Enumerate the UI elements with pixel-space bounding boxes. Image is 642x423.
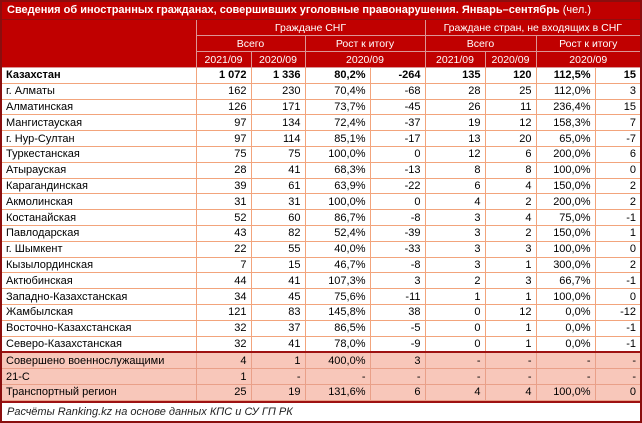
cis-2020-value: 41 [251,336,305,352]
cis-growth-abs-value: 38 [370,304,425,320]
noncis-2021-value: 4 [425,384,485,400]
page-title-text: Сведения об иностранных гражданах, совершивших уголовные правонарушения. Январь–сентябрь [7,4,560,16]
noncis-growth-percent-value: 65,0% [536,131,595,147]
cis-growth-abs-value: -11 [370,289,425,305]
cis-2020-value: 31 [251,194,305,210]
region-name: г. Алматы [2,83,196,99]
noncis-2021-value: 19 [425,115,485,131]
noncis-2020-value: 2 [485,225,536,241]
cis-growth-percent-value: 52,4% [305,225,370,241]
cis-growth-abs-value: -45 [370,99,425,115]
noncis-2021-value: 0 [425,336,485,352]
noncis-year-2020-header: 2020/09 [485,52,536,68]
table-row [2,99,640,115]
cis-growth-abs-value: 0 [370,194,425,210]
noncis-2021-value: 6 [425,178,485,194]
noncis-2020-value: - [485,352,536,368]
cis-growth-abs-value: -68 [370,83,425,99]
noncis-growth-percent-value: 0,0% [536,304,595,320]
noncis-2020-value: 20 [485,131,536,147]
noncis-growth-percent-value: 0,0% [536,320,595,336]
noncis-2020-value: 8 [485,162,536,178]
cis-2021-value: 44 [196,273,251,289]
cis-2021-value: 34 [196,289,251,305]
region-name: Северо-Казахстанская [2,336,196,352]
table-row [2,194,640,210]
noncis-2021-value: - [425,369,485,385]
noncis-growth-percent-value: 66,7% [536,273,595,289]
noncis-growth-percent-value: 158,3% [536,115,595,131]
noncis-2020-value: 3 [485,241,536,257]
cis-growth-percent-value: 131,6% [305,384,370,400]
table-row [2,83,640,99]
region-name: Кызылординская [2,257,196,273]
cis-growth-percent-value: 107,3% [305,273,370,289]
noncis-2021-value: 12 [425,146,485,162]
cis-2021-value: 31 [196,194,251,210]
noncis-growth-percent-value: - [536,369,595,385]
noncis-growth-percent-value: 236,4% [536,99,595,115]
statistics-table [2,20,640,401]
cis-total-header: Всего [196,36,305,52]
cis-2020-value: 55 [251,241,305,257]
cis-growth-percent-value: 80,2% [305,68,370,84]
noncis-growth-percent-value: 112,5% [536,68,595,84]
cis-growth-abs-value: -33 [370,241,425,257]
cis-2020-value: 114 [251,131,305,147]
noncis-2021-value: 28 [425,83,485,99]
cis-2020-value: 134 [251,115,305,131]
region-name: Совершено военнослужащими [2,352,196,368]
region-name: Актюбинская [2,273,196,289]
cis-growth-year-header: 2020/09 [305,52,425,68]
cis-growth-percent-value: 46,7% [305,257,370,273]
cis-growth-abs-value: -39 [370,225,425,241]
table-row [2,257,640,273]
cis-2021-value: 25 [196,384,251,400]
noncis-2020-value: 2 [485,194,536,210]
cis-growth-percent-value: 75,6% [305,289,370,305]
cis-2020-value: 19 [251,384,305,400]
region-name: Жамбылская [2,304,196,320]
noncis-2020-value: 1 [485,336,536,352]
cis-2021-value: 32 [196,336,251,352]
noncis-growth-abs-value: - [595,352,640,368]
region-name: Западно-Казахстанская [2,289,196,305]
noncis-growth-percent-value: 150,0% [536,225,595,241]
noncis-2021-value: 26 [425,99,485,115]
noncis-2020-value: 1 [485,257,536,273]
cis-growth-percent-value: 78,0% [305,336,370,352]
cis-growth-abs-value: -9 [370,336,425,352]
noncis-growth-percent-value: 100,0% [536,162,595,178]
table-row [2,336,640,352]
noncis-2020-value: 120 [485,68,536,84]
table-header [2,20,640,68]
noncis-growth-abs-value: -1 [595,336,640,352]
cis-growth-percent-value: 72,4% [305,115,370,131]
cis-2020-value: - [251,369,305,385]
table-row [2,210,640,226]
cis-2020-value: 15 [251,257,305,273]
noncis-growth-percent-value: 200,0% [536,194,595,210]
table-row [2,146,640,162]
table-row [2,225,640,241]
source-note: Расчёты Ranking.kz на основе данных КПС и СУ ГП РК [2,401,640,421]
table-row [2,384,640,400]
noncis-2020-value: 12 [485,304,536,320]
noncis-growth-year-header: 2020/09 [536,52,640,68]
noncis-2020-value: 4 [485,210,536,226]
cis-growth-percent-value: 100,0% [305,146,370,162]
noncis-2021-value: 2 [425,273,485,289]
cis-growth-abs-value: -17 [370,131,425,147]
cis-2020-value: 41 [251,162,305,178]
noncis-growth-abs-value: 0 [595,384,640,400]
noncis-growth-percent-value: 112,0% [536,83,595,99]
region-name: Карагандинская [2,178,196,194]
cis-2021-value: 121 [196,304,251,320]
cis-growth-percent-value: 73,7% [305,99,370,115]
noncis-growth-abs-value: -1 [595,273,640,289]
noncis-growth-abs-value: 15 [595,68,640,84]
cis-growth-percent-value: 85,1% [305,131,370,147]
cis-2021-value: 22 [196,241,251,257]
table-row [2,320,640,336]
noncis-growth-abs-value: 0 [595,289,640,305]
table-row [2,68,640,84]
region-name: Павлодарская [2,225,196,241]
cis-2020-value: 230 [251,83,305,99]
table-row [2,289,640,305]
noncis-2020-value: 1 [485,289,536,305]
cis-growth-percent-value: 86,5% [305,320,370,336]
cis-2020-value: 1 [251,352,305,368]
cis-2020-value: 37 [251,320,305,336]
noncis-2020-value: 4 [485,178,536,194]
noncis-growth-abs-value: -1 [595,210,640,226]
cis-2020-value: 82 [251,225,305,241]
region-name: 21-С [2,369,196,385]
noncis-growth-abs-value: -1 [595,320,640,336]
noncis-2021-value: 1 [425,289,485,305]
region-name: Костанайская [2,210,196,226]
region-name: Транспортный регион [2,384,196,400]
cis-growth-percent-value: 400,0% [305,352,370,368]
cis-growth-abs-value: 0 [370,146,425,162]
noncis-growth-percent-value: 100,0% [536,384,595,400]
region-name: Казахстан [2,68,196,84]
noncis-2021-value: - [425,352,485,368]
noncis-2021-value: 3 [425,210,485,226]
noncis-2020-value: 3 [485,273,536,289]
table-row [2,241,640,257]
noncis-2020-value: 25 [485,83,536,99]
cis-2021-value: 97 [196,115,251,131]
noncis-growth-percent-value: 300,0% [536,257,595,273]
region-name: г. Нур-Султан [2,131,196,147]
table-row [2,273,640,289]
cis-growth-abs-value: -22 [370,178,425,194]
cis-growth-abs-value: 6 [370,384,425,400]
cis-growth-abs-value: -13 [370,162,425,178]
region-name: г. Шымкент [2,241,196,257]
noncis-2020-value: 12 [485,115,536,131]
region-name: Восточно-Казахстанская [2,320,196,336]
region-name: Алматинская [2,99,196,115]
noncis-growth-abs-value: -12 [595,304,640,320]
cis-2020-value: 41 [251,273,305,289]
cis-growth-abs-value: -8 [370,257,425,273]
noncis-growth-percent-value: 100,0% [536,241,595,257]
cis-2020-value: 83 [251,304,305,320]
cis-2021-value: 28 [196,162,251,178]
table-row [2,162,640,178]
cis-2021-value: 52 [196,210,251,226]
cis-growth-abs-value: -264 [370,68,425,84]
cis-2021-value: 4 [196,352,251,368]
noncis-2020-value: 6 [485,146,536,162]
noncis-2021-value: 135 [425,68,485,84]
noncis-2021-value: 3 [425,225,485,241]
noncis-2020-value: - [485,369,536,385]
page-title-unit: (чел.) [559,4,592,16]
cis-growth-abs-value: -8 [370,210,425,226]
noncis-growth-percent-value: 75,0% [536,210,595,226]
noncis-growth-abs-value: -7 [595,131,640,147]
cis-2020-value: 75 [251,146,305,162]
noncis-growth-percent-value: 100,0% [536,289,595,305]
cis-2021-value: 162 [196,83,251,99]
noncis-growth-abs-value: 0 [595,241,640,257]
region-name: Атырауская [2,162,196,178]
cis-growth-abs-value: 3 [370,352,425,368]
noncis-growth-abs-value: - [595,369,640,385]
noncis-year-2021-header: 2021/09 [425,52,485,68]
cis-growth-percent-value: 100,0% [305,194,370,210]
cis-2020-value: 61 [251,178,305,194]
cis-2021-value: 75 [196,146,251,162]
table-row [2,304,640,320]
noncis-2021-value: 3 [425,257,485,273]
region-name: Туркестанская [2,146,196,162]
cis-growth-abs-value: 3 [370,273,425,289]
page-title [2,2,640,20]
group-header-cis: Граждане СНГ [196,20,425,36]
cis-growth-percent-value: 40,0% [305,241,370,257]
region-name: Мангистауская [2,115,196,131]
noncis-growth-percent-value: 150,0% [536,178,595,194]
cis-growth-percent-value: 70,4% [305,83,370,99]
noncis-growth-header: Рост к итогу [536,36,640,52]
noncis-2021-value: 0 [425,320,485,336]
cis-2021-value: 39 [196,178,251,194]
noncis-2021-value: 4 [425,194,485,210]
table-body [2,68,640,401]
cis-year-2021-header: 2021/09 [196,52,251,68]
region-name: Акмолинская [2,194,196,210]
noncis-growth-abs-value: 2 [595,178,640,194]
cis-growth-percent-value: 63,9% [305,178,370,194]
cis-growth-percent-value: 145,8% [305,304,370,320]
table-row [2,369,640,385]
cis-growth-abs-value: -37 [370,115,425,131]
cis-2020-value: 171 [251,99,305,115]
noncis-growth-abs-value: 1 [595,225,640,241]
noncis-growth-abs-value: 6 [595,146,640,162]
cis-growth-percent-value: 86,7% [305,210,370,226]
cis-2021-value: 43 [196,225,251,241]
noncis-growth-percent-value: 200,0% [536,146,595,162]
noncis-total-header: Всего [425,36,536,52]
cis-growth-header: Рост к итогу [305,36,425,52]
noncis-2020-value: 4 [485,384,536,400]
cis-year-2020-header: 2020/09 [251,52,305,68]
cis-growth-abs-value: - [370,369,425,385]
noncis-2020-value: 1 [485,320,536,336]
region-column-header [2,20,196,68]
noncis-2021-value: 13 [425,131,485,147]
noncis-growth-percent-value: - [536,352,595,368]
table-row [2,115,640,131]
group-header-non-cis: Граждане стран, не входящих в СНГ [425,20,640,36]
cis-growth-percent-value: 68,3% [305,162,370,178]
cis-2020-value: 60 [251,210,305,226]
table-row [2,131,640,147]
cis-growth-percent-value: - [305,369,370,385]
table-row [2,352,640,368]
cis-2020-value: 45 [251,289,305,305]
cis-2020-value: 1 336 [251,68,305,84]
cis-2021-value: 97 [196,131,251,147]
noncis-2021-value: 8 [425,162,485,178]
table-row [2,178,640,194]
cis-2021-value: 32 [196,320,251,336]
noncis-growth-percent-value: 0,0% [536,336,595,352]
noncis-2021-value: 0 [425,304,485,320]
cis-growth-abs-value: -5 [370,320,425,336]
noncis-growth-abs-value: 2 [595,257,640,273]
noncis-growth-abs-value: 2 [595,194,640,210]
noncis-growth-abs-value: 15 [595,99,640,115]
cis-2021-value: 126 [196,99,251,115]
noncis-growth-abs-value: 7 [595,115,640,131]
cis-2021-value: 7 [196,257,251,273]
noncis-2020-value: 11 [485,99,536,115]
noncis-growth-abs-value: 3 [595,83,640,99]
noncis-2021-value: 3 [425,241,485,257]
noncis-growth-abs-value: 0 [595,162,640,178]
cis-2021-value: 1 072 [196,68,251,84]
cis-2021-value: 1 [196,369,251,385]
